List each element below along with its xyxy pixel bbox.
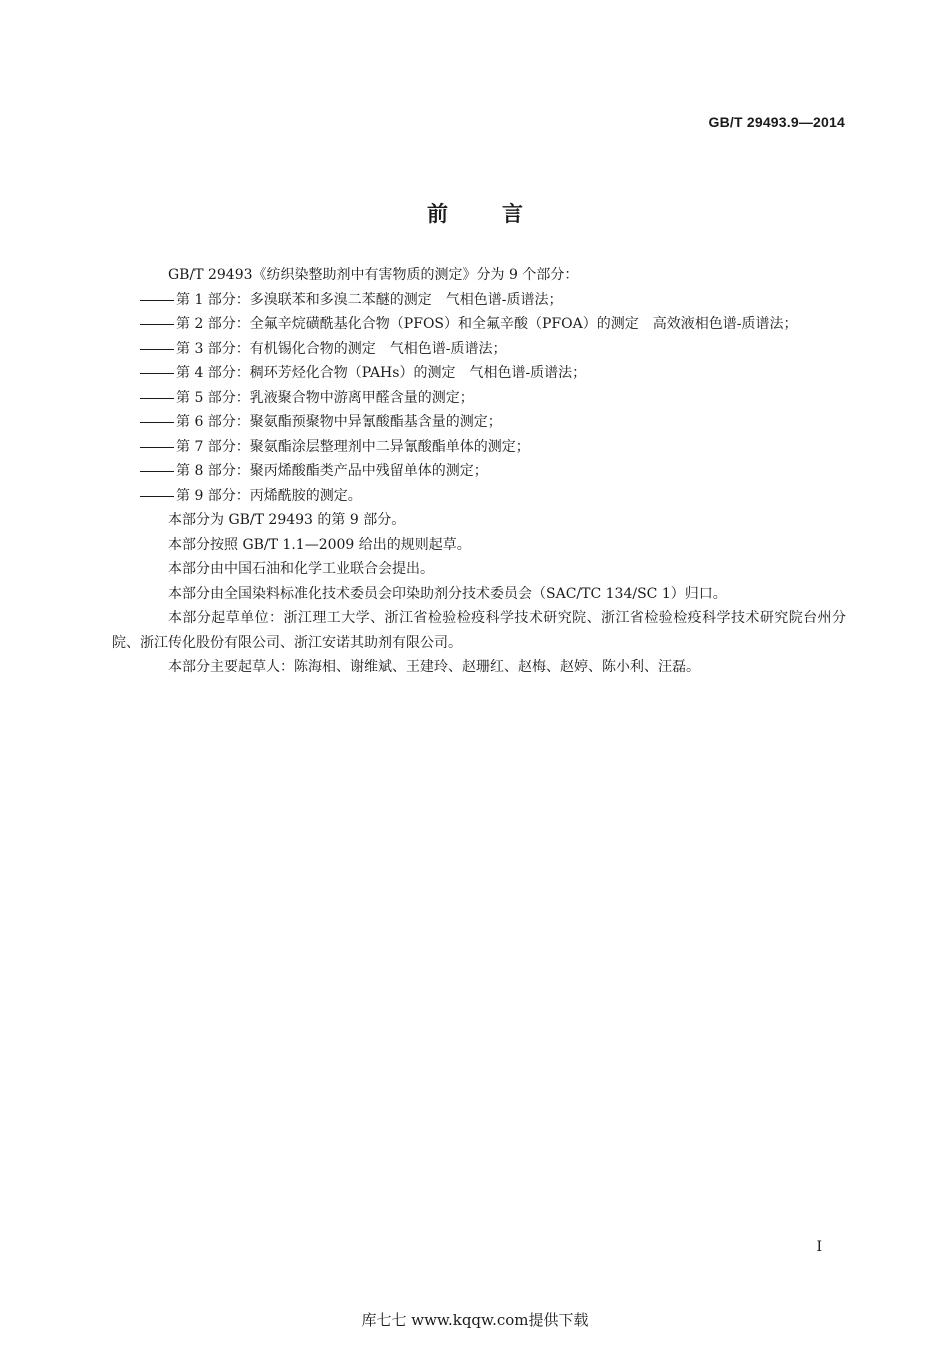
part-text: 第 5 部分：乳液聚合物中游离甲醛含量的测定； (176, 389, 474, 406)
part-list-item-4 (140, 361, 846, 386)
intro-paragraph: GB/T 29493《纺织染整助剂中有害物质的测定》分为 9 个部分： (168, 267, 579, 283)
part-list-item-8 (140, 459, 846, 484)
download-footer: 库七七 www.kqqw.com提供下载 (361, 1311, 589, 1329)
part-text: 第 2 部分：全氟辛烷磺酰基化合物（PFOS）和全氟辛酸（PFOA）的测定 高效液相色谱-质谱法； (176, 316, 798, 332)
dash-marker (140, 373, 174, 374)
statement-administrator: 本部分由全国染料标准化技术委员会印染助剂分技术委员会（SAC/TC 134/SC 1）归口。 (168, 585, 727, 602)
dash-marker (140, 349, 174, 350)
standard-number: GB/T 29493.9—2014 (708, 114, 845, 130)
dash-marker (140, 496, 174, 497)
document-body (112, 263, 846, 680)
part-text: 第 1 部分：多溴联苯和多溴二苯醚的测定 气相色谱-质谱法； (176, 291, 563, 308)
part-text: 第 7 部分：聚氨酯涂层整理剂中二异氰酸酯单体的测定； (176, 438, 530, 455)
part-text: 第 4 部分：稠环芳烃化合物（PAHs）的测定 气相色谱-质谱法； (176, 365, 587, 381)
part-text: 第 9 部分：丙烯酰胺的测定。 (176, 487, 362, 504)
part-text: 第 6 部分：聚氨酯预聚物中异氰酸酯基含量的测定； (176, 414, 502, 430)
dash-marker (140, 324, 174, 325)
page-number: I (816, 1239, 822, 1255)
part-list-item-5 (140, 386, 846, 411)
dash-marker (140, 447, 174, 448)
statement-proposer: 本部分由中国石油和化学工业联合会提出。 (168, 561, 434, 577)
part-text: 第 8 部分：聚丙烯酸酯类产品中残留单体的测定； (176, 463, 488, 479)
part-list-item-7 (140, 435, 846, 460)
part-text: 第 3 部分：有机锡化合物的测定 气相色谱-质谱法； (176, 340, 507, 357)
dash-marker (140, 471, 174, 472)
statement-drafting-units: 本部分起草单位：浙江理工大学、浙江省检验检疫科学技术研究院、浙江省检验检疫科学技术研究院台州分院、浙江传化股份有限公司、浙江安诺其助剂有限公司。 (112, 610, 846, 651)
statement-part-number: 本部分为 GB/T 29493 的第 9 部分。 (168, 512, 406, 528)
dash-marker (140, 300, 174, 301)
dash-marker (140, 422, 174, 423)
part-list-item-1 (140, 288, 846, 313)
statement-drafting-rules: 本部分按照 GB/T 1.1—2009 给出的规则起草。 (168, 536, 471, 553)
statement-drafters: 本部分主要起草人：陈海相、谢维斌、王建玲、赵珊红、赵梅、赵婷、陈小利、汪磊。 (168, 659, 700, 675)
dash-marker (140, 398, 174, 399)
part-list-item-3 (140, 337, 846, 362)
page-title: 前言 (427, 202, 577, 226)
part-list-item-6 (140, 410, 846, 435)
part-list-item-2 (140, 312, 846, 337)
part-list-item-9 (140, 484, 846, 509)
